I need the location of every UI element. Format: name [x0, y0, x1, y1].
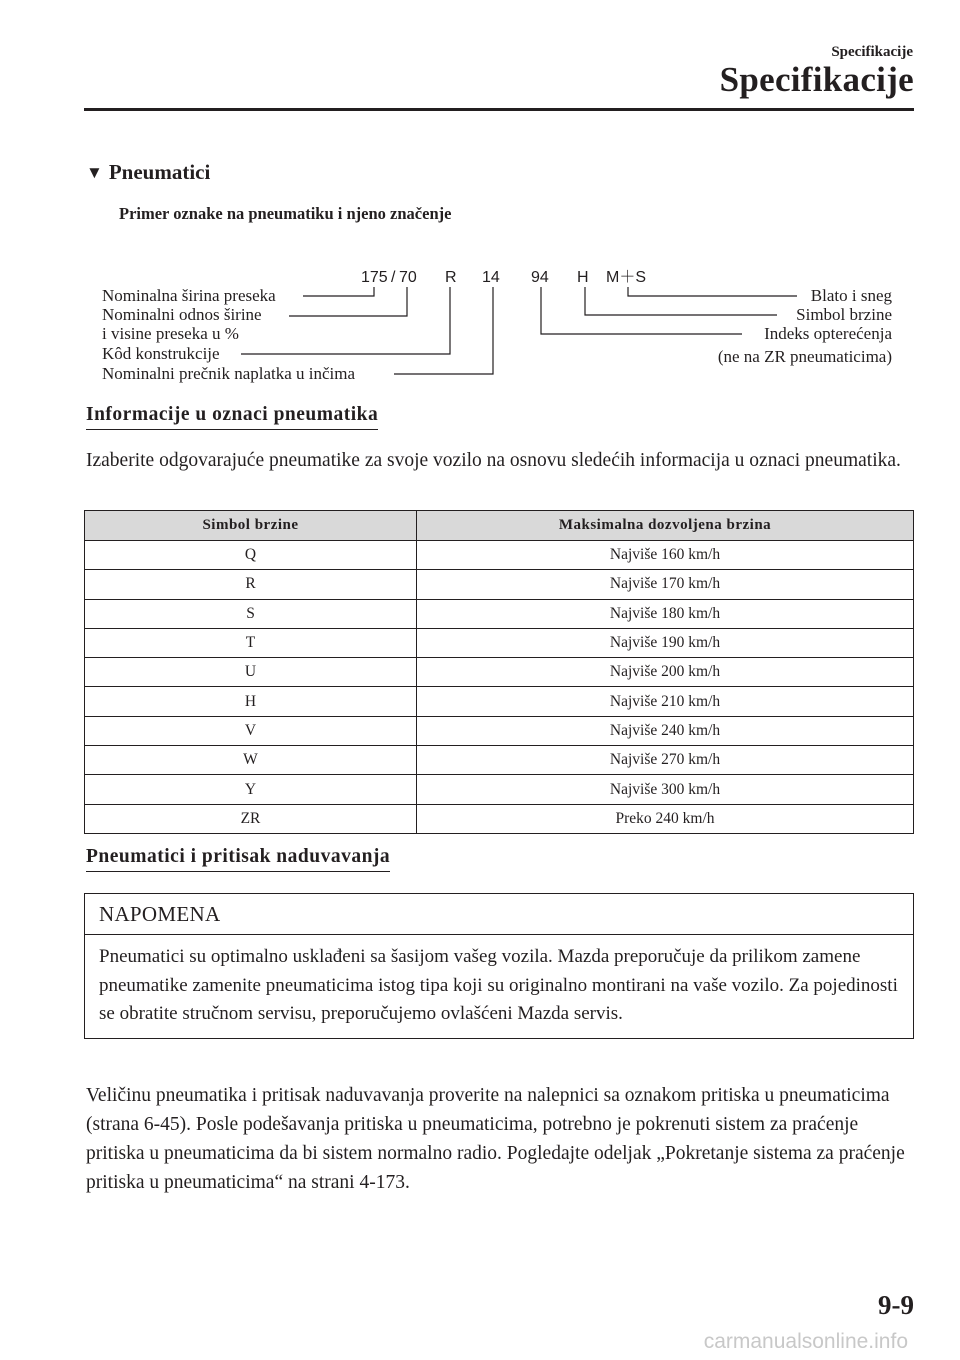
code-construction: R	[445, 269, 457, 286]
label-rim: Nominalni prečnik naplatka u inčima	[102, 364, 356, 383]
pressure-subheading: Pneumatici i pritisak naduvavanja	[86, 846, 390, 872]
max-speed-cell: Najviše 190 km/h	[417, 628, 914, 657]
page-number: 9-9	[878, 1290, 914, 1320]
max-speed-cell: Najviše 160 km/h	[417, 541, 914, 570]
table-row	[85, 541, 914, 570]
table-row	[85, 804, 914, 833]
code-speed: H	[577, 269, 589, 286]
code-slash: /	[391, 269, 396, 286]
max-speed-cell: Najviše 180 km/h	[417, 599, 914, 628]
table-row	[85, 716, 914, 745]
speed-symbol-cell: Y	[85, 775, 417, 804]
note-box	[84, 893, 914, 1039]
speed-symbol-cell: R	[85, 570, 417, 599]
label-speed: Simbol brzine	[796, 305, 892, 324]
code-ratio: 70	[399, 269, 417, 286]
running-header: Specifikacije	[831, 44, 913, 60]
leader-width	[303, 287, 374, 296]
info-subheading: Informacije u oznaci pneumatika	[86, 404, 378, 430]
tire-marking-diagram	[0, 255, 960, 385]
speed-symbol-cell: ZR	[85, 804, 417, 833]
speed-symbol-cell: Q	[85, 541, 417, 570]
table-row	[85, 775, 914, 804]
leader-load	[541, 287, 742, 334]
left-labels	[102, 286, 355, 383]
note-text: Pneumatici su optimalno usklađeni sa šasijom vašeg vozila. Mazda preporučuje da prilikom zamene pneumatike zamenite pneumaticima istog tipa koji su originalno montirani na vaše vozilo. Za pojedinosti se obratite stručnom servisu, preporučujemo ovlašćeni Mazda servis.	[99, 946, 898, 1024]
label-load: Indeks opterećenja	[764, 324, 892, 343]
leader-rim	[394, 287, 493, 374]
code-mud-snow: M＋S	[606, 269, 647, 286]
table-row	[85, 687, 914, 716]
speed-symbol-table	[84, 510, 914, 834]
table-header-max-speed: Maksimalna dozvoljena brzina	[417, 511, 914, 541]
note-title: NAPOMENA	[85, 894, 913, 935]
label-width: Nominalna širina preseka	[102, 286, 276, 305]
tire-code-row	[361, 269, 646, 286]
label-construction: Kôd konstrukcije	[102, 344, 220, 363]
label-mud-snow: Blato i sneg	[810, 286, 892, 305]
info-paragraph: Izaberite odgovarajuće pneumatike za svoje vozilo na osnovu sledećih informacija u oznaci pneumatika.	[86, 450, 901, 471]
speed-symbol-cell: W	[85, 746, 417, 775]
table-row	[85, 599, 914, 628]
max-speed-cell: Najviše 170 km/h	[417, 570, 914, 599]
max-speed-cell: Najviše 300 km/h	[417, 775, 914, 804]
section-title	[86, 160, 210, 185]
speed-symbol-cell: V	[85, 716, 417, 745]
max-speed-cell: Najviše 200 km/h	[417, 658, 914, 687]
code-width: 175	[361, 269, 388, 286]
right-labels	[718, 286, 893, 366]
max-speed-cell: Najviše 270 km/h	[417, 746, 914, 775]
leader-ratio	[289, 287, 407, 316]
header-divider	[84, 108, 914, 111]
table-row	[85, 746, 914, 775]
leader-speed	[585, 287, 777, 315]
leader-mud-snow	[628, 287, 797, 296]
table-row	[85, 628, 914, 657]
table-row	[85, 658, 914, 687]
label-ratio-line2: i visine preseka u %	[102, 324, 239, 343]
speed-symbol-cell: U	[85, 658, 417, 687]
speed-symbol-cell: S	[85, 599, 417, 628]
speed-symbol-cell: H	[85, 687, 417, 716]
speed-symbol-cell: T	[85, 628, 417, 657]
leader-lines	[241, 287, 797, 374]
table-header-symbol: Simbol brzine	[85, 511, 417, 541]
code-load: 94	[531, 269, 549, 286]
code-rim: 14	[482, 269, 500, 286]
max-speed-cell: Najviše 210 km/h	[417, 687, 914, 716]
section-title-text: Pneumatici	[108, 160, 211, 184]
max-speed-cell: Preko 240 km/h	[417, 804, 914, 833]
triangle-marker-icon: ▼	[86, 162, 103, 182]
table-header-row	[85, 511, 914, 541]
table-row	[85, 570, 914, 599]
body-paragraph: Veličinu pneumatika i pritisak naduvavanja proverite na nalepnici sa oznakom pritiska u pneumaticima (strana 6-45). Posle podešavanja pritiska u pneumaticima, potrebno je pokrenuti sistem za praćenje pritiska u pneumaticima da bi sistem normalno radio. Pogledajte odeljak „Pokretanje sistema za praćenje pritiska u pneumaticima“ na strani 4-173.	[86, 1085, 905, 1193]
page-title: Specifikacije	[719, 60, 914, 99]
watermark: carmanualsonline.info	[703, 1330, 908, 1353]
label-load-note: (ne na ZR pneumaticima)	[717, 347, 892, 366]
example-caption: Primer oznake na pneumatiku i njeno značenje	[119, 204, 452, 223]
max-speed-cell: Najviše 240 km/h	[417, 716, 914, 745]
label-ratio-line1: Nominalni odnos širine	[102, 305, 262, 324]
